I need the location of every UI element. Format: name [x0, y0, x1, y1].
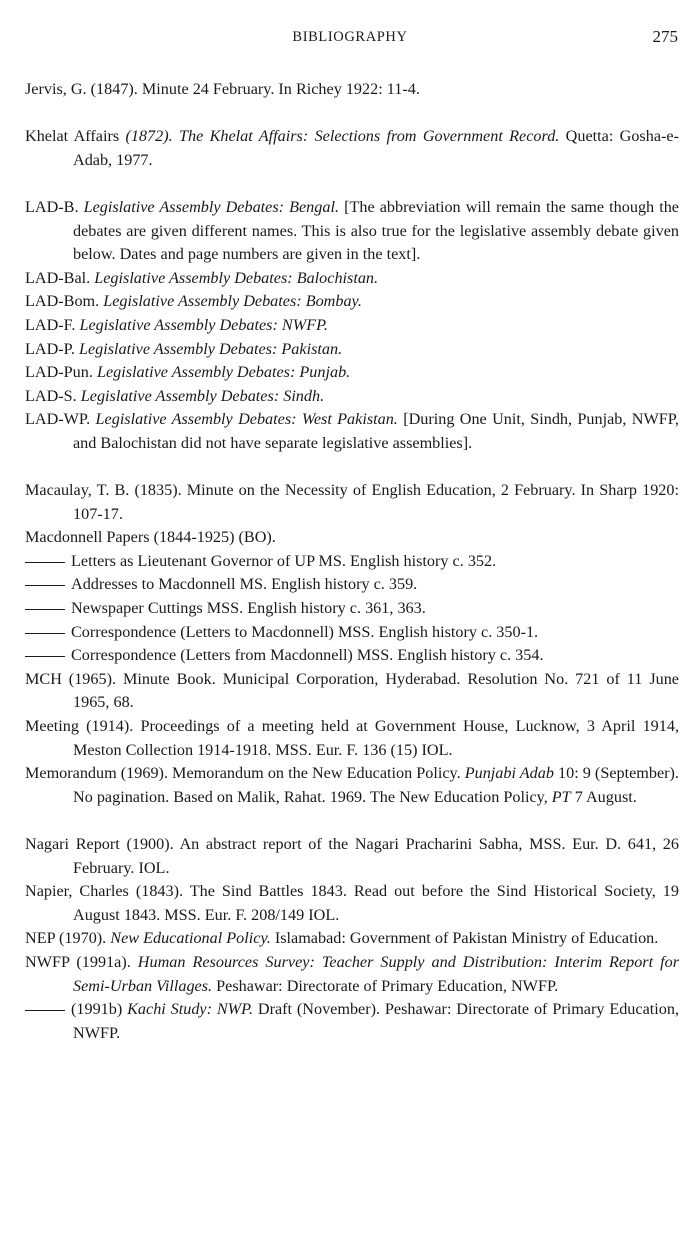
bib-entry-nwfp-1991a: NWFP (1991a). Human Resources Survey: Teacher Supply and Distribution: Interim Report for Semi-Urban Villages. Peshawar: Directorate of Primary Education, NWFP. — [25, 952, 679, 995]
ditto-dash — [25, 1010, 65, 1011]
bib-entry-napier: Napier, Charles (1843). The Sind Battles 1843. Read out before the Sind Historical Society, 19 August 1843. MSS. Eur. F. 208/149 IOL. — [25, 882, 679, 924]
bib-entry-macdonnell-cuttings: Newspaper Cuttings MSS. English history c. 361, 363. — [25, 597, 679, 621]
bib-entry-nagari: Nagari Report (1900). An abstract report of the Nagari Pracharini Sabha, MSS. Eur. D. 641, 26 February. IOL. — [25, 835, 679, 877]
bib-entry-jervis: Jervis, G. (1847). Minute 24 February. In Richey 1922: 11-4. — [25, 80, 420, 98]
bib-entry-macdonnell-addresses: Addresses to Macdonnell MS. English history c. 359. — [25, 573, 679, 597]
bib-entry-macdonnell-letters: Letters as Lieutenant Governor of UP MS. English history c. 352. — [25, 550, 679, 574]
ditto-dash — [25, 585, 65, 586]
bib-entry-lad-f: LAD-F. Legislative Assembly Debates: NWFP. — [25, 315, 328, 334]
bib-entry-memorandum: Memorandum (1969). Memorandum on the New Education Policy. Punjabi Adab 10: 9 (September). No pagination. Based on Malik, Rahat. 1969. The New Education Policy, PT 7 August. — [25, 764, 679, 806]
bib-entry-khelat: Khelat Affairs (1872). The Khelat Affairs: Selections from Government Record. Quetta: Gosha-e-Adab, 1977. — [25, 127, 679, 169]
ditto-dash — [25, 609, 65, 610]
bib-entry-meeting: Meeting (1914). Proceedings of a meeting held at Government House, Lucknow, 3 April 1914, Meston Collection 1914-1918. MSS. Eur. F. 136 (15) IOL. — [25, 717, 679, 759]
bib-entry-lad-s: LAD-S. Legislative Assembly Debates: Sindh. — [25, 386, 325, 405]
bib-entry-lad-wp: LAD-WP. Legislative Assembly Debates: West Pakistan. [During One Unit, Sindh, Punjab, NWFP, and Balochistan did not have separate legislative assemblies]. — [25, 410, 679, 452]
bib-entry-nep: NEP (1970). New Educational Policy. Islamabad: Government of Pakistan Ministry of Education. — [25, 929, 659, 948]
bib-entry-lad-p: LAD-P. Legislative Assembly Debates: Pakistan. — [25, 339, 343, 358]
ditto-dash — [25, 562, 65, 563]
running-head: BIBLIOGRAPHY — [292, 29, 408, 45]
bib-entry-mch: MCH (1965). Minute Book. Municipal Corporation, Hyderabad. Resolution No. 721 of 11 June 1965, 68. — [25, 669, 679, 712]
bib-entry-macdonnell-corr-to: Correspondence (Letters to Macdonnell) MSS. English history c. 350-1. — [25, 621, 679, 645]
bib-entry-macaulay: Macaulay, T. B. (1835). Minute on the Necessity of English Education, 2 February. In Sharp 1920: 107-17. — [25, 481, 679, 523]
bib-entry-macdonnell-papers: Macdonnell Papers (1844-1925) (BO). — [25, 528, 276, 547]
bib-entry-nwfp-1991b: (1991b) Kachi Study: NWP. Draft (November). Peshawar: Directorate of Primary Education, NWFP. — [25, 998, 679, 1045]
bib-entry-macdonnell-corr-from: Correspondence (Letters from Macdonnell) MSS. English history c. 354. — [25, 644, 679, 668]
bib-entry-lad-bom: LAD-Bom. Legislative Assembly Debates: Bombay. — [25, 292, 362, 311]
ditto-dash — [25, 656, 65, 657]
bib-entry-lad-b: LAD-B. Legislative Assembly Debates: Bengal. [The abbreviation will remain the same though the debates are given different names. This is also true for the legislative assembly debate given below. Dates and page numbers are given in the text]. — [25, 197, 679, 264]
ditto-dash — [25, 633, 65, 634]
page-header — [0, 27, 700, 51]
bib-entry-lad-bal: LAD-Bal. Legislative Assembly Debates: Balochistan. — [25, 268, 379, 287]
bib-entry-lad-pun: LAD-Pun. Legislative Assembly Debates: Punjab. — [25, 363, 351, 382]
page-number: 275 — [652, 27, 678, 46]
bibliography-list — [25, 78, 679, 1045]
